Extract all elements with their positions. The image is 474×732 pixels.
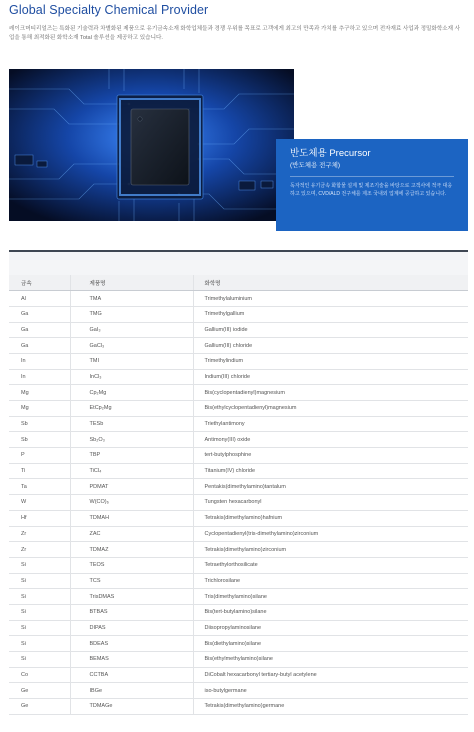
chemical-cell: Tetrakis(dimethylamino)zirconium [193, 542, 468, 558]
chemical-cell: Trichlorosilane [193, 573, 468, 589]
chip-illustration [9, 69, 294, 221]
metal-cell: In [9, 369, 70, 385]
table-row [9, 369, 468, 385]
intro-text: 레이크머티리얼즈는 특화된 기술력과 차별화된 제품으로 유기금속소재 화학업체들과 경쟁 우위를 목표로 고객에게 최고의 만족과 가치를 추구하고 있으며 전자재료 사업과 정밀화학소재 사업을 통해 최적화된 화학소재 Total 솔루션을 제공하고 있습니다. [9, 26, 461, 41]
header-product: 제품명 [70, 275, 193, 291]
chemical-cell: Bis(ethylmethylamino)silane [193, 652, 468, 668]
chemical-cell: Bis(ethylcyclopentadienyl)magnesium [193, 401, 468, 417]
hero-chip-image [9, 69, 294, 221]
metal-cell: Si [9, 636, 70, 652]
chemical-cell: Gallium(III) iodide [193, 322, 468, 338]
page-title: Global Specialty Chemical Provider [9, 3, 209, 17]
chemical-cell: tert-butylphosphine [193, 448, 468, 464]
chemical-cell: iso-butylgermane [193, 683, 468, 699]
info-description: 독자적인 유기금속 화합물 설계 및 제조기술을 바탕으로 고객사에 적극 대응하고 있으며, CVD/ALD 전구체를 제조 국내외 업계에 공급하고 있습니다. [290, 183, 453, 197]
product-cell: TBP [70, 448, 193, 464]
metal-cell: Mg [9, 385, 70, 401]
product-cell: W(CO)₆ [70, 495, 193, 511]
metal-cell: Si [9, 557, 70, 573]
product-cell: TDMAZ [70, 542, 193, 558]
metal-cell: Si [9, 652, 70, 668]
table-row [9, 667, 468, 683]
table-row [9, 463, 468, 479]
header-metal: 금속 [9, 275, 70, 291]
table-row [9, 604, 468, 620]
metal-cell: Co [9, 667, 70, 683]
chemical-cell: Pentakis(dimethylamino)tantalum [193, 479, 468, 495]
chemical-cell: Titanium(IV) chloride [193, 463, 468, 479]
chemical-cell: Diisopropylaminosilane [193, 620, 468, 636]
product-cell: ZAC [70, 526, 193, 542]
metal-cell: Si [9, 573, 70, 589]
product-cell: TDMAGe [70, 699, 193, 715]
metal-cell: Si [9, 620, 70, 636]
product-cell: CCTBA [70, 667, 193, 683]
table-row [9, 306, 468, 322]
product-cell: BDEAS [70, 636, 193, 652]
product-cell: TMI [70, 353, 193, 369]
table-row [9, 699, 468, 715]
table-row [9, 479, 468, 495]
chemical-cell: Triethylantimony [193, 416, 468, 432]
product-cell: BEMAS [70, 652, 193, 668]
product-cell: GaI₃ [70, 322, 193, 338]
metal-cell: Ge [9, 699, 70, 715]
chemical-cell: Indium(III) chloride [193, 369, 468, 385]
chemical-cell: Antimony(III) oxide [193, 432, 468, 448]
table-row [9, 416, 468, 432]
product-cell: TrisDMAS [70, 589, 193, 605]
product-cell: TEOS [70, 557, 193, 573]
chemical-cell: Tris(dimethylamino)silane [193, 589, 468, 605]
table-row [9, 353, 468, 369]
product-table-section [9, 250, 468, 715]
product-cell: GaCl₃ [70, 338, 193, 354]
product-cell: TDMAH [70, 510, 193, 526]
product-cell: TMG [70, 306, 193, 322]
header-chemical: 화학명 [193, 275, 468, 291]
table-row [9, 385, 468, 401]
info-divider [290, 176, 454, 177]
table-row [9, 448, 468, 464]
metal-cell: Ga [9, 338, 70, 354]
product-cell: Cp₂Mg [70, 385, 193, 401]
table-row [9, 291, 468, 307]
chemical-cell: Gallium(III) chloride [193, 338, 468, 354]
metal-cell: Si [9, 589, 70, 605]
chemical-cell: DiCobalt hexacarbonyl tertiary-butyl acetylene [193, 667, 468, 683]
product-cell: InCl₃ [70, 369, 193, 385]
chemical-cell: Bis(tert-butylamino)silane [193, 604, 468, 620]
chemical-cell: Trimethylaluminium [193, 291, 468, 307]
chemical-cell: Trimethylgallium [193, 306, 468, 322]
table-row [9, 322, 468, 338]
table-row [9, 620, 468, 636]
table-body [9, 291, 468, 715]
table-row [9, 542, 468, 558]
metal-cell: Ta [9, 479, 70, 495]
product-cell: TCS [70, 573, 193, 589]
metal-cell: Mg [9, 401, 70, 417]
metal-cell: P [9, 448, 70, 464]
precursor-info-box [276, 139, 468, 231]
table-header-row [9, 275, 468, 291]
product-cell: TiCl₄ [70, 463, 193, 479]
chemical-cell: Trimethylindium [193, 353, 468, 369]
chemical-cell: Tungsten hexacarbonyl [193, 495, 468, 511]
table-row [9, 495, 468, 511]
info-subtitle: (반도체용 전구체) [290, 162, 341, 169]
product-cell: EtCp₂Mg [70, 401, 193, 417]
table-row [9, 589, 468, 605]
metal-cell: W [9, 495, 70, 511]
metal-cell: Ga [9, 306, 70, 322]
metal-cell: Zr [9, 542, 70, 558]
chemical-cell: Tetrakis(dimethylamino)hafnium [193, 510, 468, 526]
chemical-cell: Tetraethylorthosilicate [193, 557, 468, 573]
metal-cell: Hf [9, 510, 70, 526]
table-row [9, 683, 468, 699]
metal-cell: Al [9, 291, 70, 307]
table-row [9, 557, 468, 573]
table-row [9, 526, 468, 542]
product-cell: IBGe [70, 683, 193, 699]
table-row [9, 338, 468, 354]
chemical-cell: Tetrakis(dimethylamino)germane [193, 699, 468, 715]
table-top-bar [9, 250, 468, 275]
table-row [9, 401, 468, 417]
metal-cell: Si [9, 604, 70, 620]
product-cell: BTBAS [70, 604, 193, 620]
product-table [9, 275, 468, 715]
product-cell: Sb₂O₃ [70, 432, 193, 448]
table-row [9, 510, 468, 526]
product-cell: PDMAT [70, 479, 193, 495]
metal-cell: Ga [9, 322, 70, 338]
chemical-cell: Bis(cyclopentadienyl)magnesium [193, 385, 468, 401]
metal-cell: Zr [9, 526, 70, 542]
product-cell: DIPAS [70, 620, 193, 636]
metal-cell: Ti [9, 463, 70, 479]
table-row [9, 636, 468, 652]
table-row [9, 652, 468, 668]
table-row [9, 432, 468, 448]
product-cell: TESb [70, 416, 193, 432]
table-row [9, 573, 468, 589]
info-title: 반도체용 Precursor [290, 148, 371, 159]
metal-cell: In [9, 353, 70, 369]
metal-cell: Ge [9, 683, 70, 699]
metal-cell: Sb [9, 416, 70, 432]
product-cell: TMA [70, 291, 193, 307]
metal-cell: Sb [9, 432, 70, 448]
chemical-cell: Bis(diethylamino)silane [193, 636, 468, 652]
chemical-cell: Cyclopentadienyl(tris-dimethylamino)zirconium [193, 526, 468, 542]
